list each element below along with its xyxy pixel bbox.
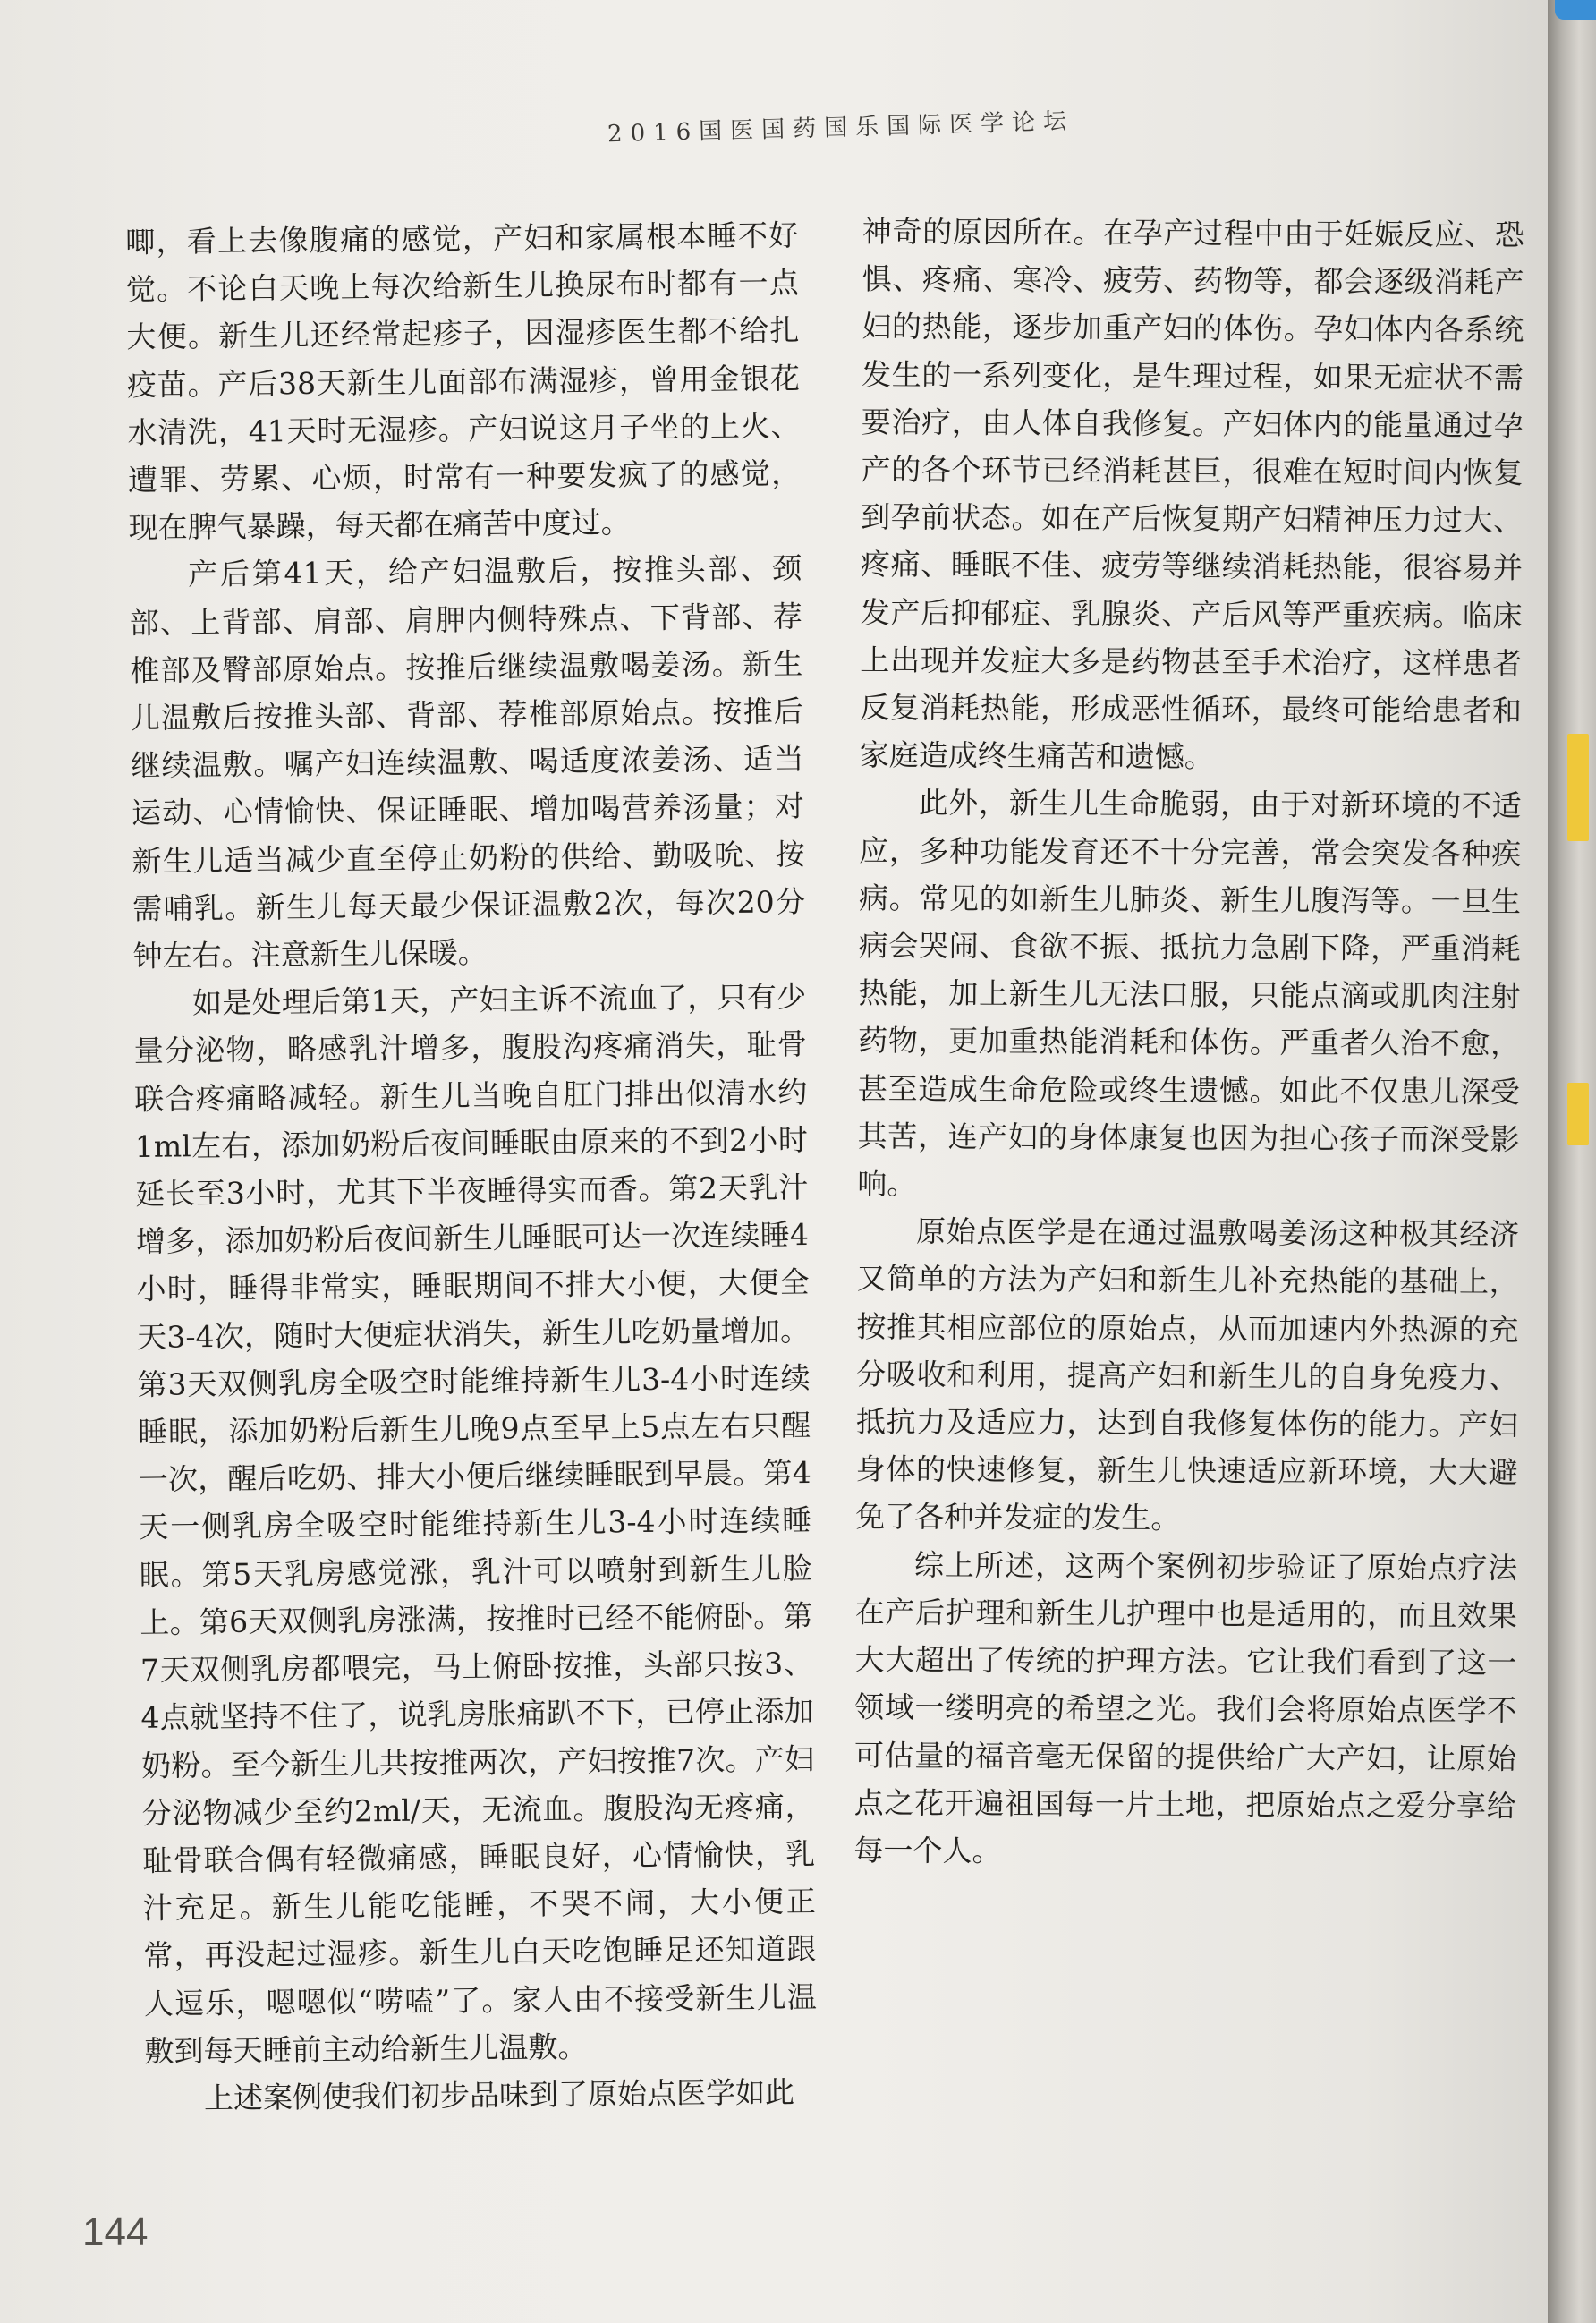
paragraph: 如是处理后第1天，产妇主诉不流血了，只有少量分泌物，略感乳汁增多，腹股沟疼痛消失，耻骨联合疼痛略减轻。新生儿当晚自肛门排出似清水约1ml左右，添加奶粉后夜间睡眠由原来的不到2小时延长至3小时，尤其下半夜睡得实而香。第2天乳汁增多，添加奶粉后夜间新生儿睡眠可达一次连续睡4小时，睡得非常实，睡眠期间不排大小便，大便全天3-4次，随时大便症状消失，新生儿吃奶量增加。第3天双侧乳房全吸空时能维持新生儿3-4小时连续睡眠，添加奶粉后新生儿晚9点至早上5点左右只醒一次，醒后吃奶、排大小便后继续睡眠到早晨。第4天一侧乳房全吸空时能维持新生儿3-4小时连续睡眠。第5天乳房感觉涨，乳汁可以喷射到新生儿脸上。第6天双侧乳房涨满，按推时已经不能俯卧。第7天双侧乳房都喂完，马上俯卧按推，头部只按3、4点就坚持不住了，说乳房胀痛趴不下，已停止添加奶粉。至今新生儿共按推两次，产妇按推7次。产妇分泌物减少至约2ml/天，无流血。腹股沟无疼痛，耻骨联合偶有轻微痛感，睡眠良好，心情愉快，乳汁充足。新生儿能吃能睡，不哭不闹，大小便正常，再没起过湿疹。新生儿白天吃饱睡足还知道跟人逗乐，嗯嗯似“唠嗑”了。家人由不接受新生儿温敷到每天睡前主动给新生儿温敷。 <box>133 979 818 2069</box>
running-header: 2016国医国药国乐国际医学论坛 <box>607 107 1075 149</box>
paragraph: 此外，新生儿生命脆弱，由于对新环境的不适应，多种功能发育还不十分完善，常会突发各种疾病。常见的如新生儿肺炎、新生儿腹泻等。一旦生病会哭闹、食欲不振、抵抗力急剧下降，严重消耗热能，加上新生儿无法口服，只能点滴或肌肉注射药物，更加重热能消耗和体伤。严重者久治不愈，甚至造成生命危险或终生遗憾。如此不仅患儿深受其苦，连产妇的身体康复也因为担心孩子而深受影响。 <box>857 785 1522 1202</box>
blue-corner-decoration <box>1555 0 1596 20</box>
right-column <box>853 208 1524 1877</box>
paragraph: 神奇的原因所在。在孕产过程中由于妊娠反应、恐惧、疼痛、寒冷、疲劳、药物等，都会逐级消耗产妇的热能，逐步加重产妇的体伤。孕妇体内各系统发生的一系列变化，是生理过程，如果无症状不需要治疗，由人体自我修复。产妇体内的能量通过孕产的各个环节已经消耗甚巨，很难在短时间内恢复到孕前状态。如在产后恢复期产妇精神压力过大、疼痛、睡眠不佳、疲劳等继续消耗热能，很容易并发产后抑郁症、乳腺炎、产后风等严重疾病。临床上出现并发症大多是药物甚至手术治疗，这样患者反复消耗热能，形成恶性循环，最终可能给患者和家庭造成终生痛苦和遗憾。 <box>859 213 1524 775</box>
highlight-strip <box>1567 1083 1589 1145</box>
page-number: 144 <box>82 2210 149 2254</box>
next-page-edge <box>1548 0 1596 2323</box>
highlight-strip <box>1567 734 1589 841</box>
paragraph: 综上所述，这两个案例初步验证了原始点疗法在产后护理和新生儿护理中也是适用的，而且效果大大超出了传统的护理方法。它让我们看到了这一领域一缕明亮的希望之光。我们会将原始点医学不可估量的福音毫无保留的提供给广大产妇，让原始点之花开遍祖国每一片土地，把原始点之爱分享给每一个人。 <box>853 1547 1518 1868</box>
paragraph: 唧，看上去像腹痛的感觉，产妇和家属根本睡不好觉。不论白天晚上每次给新生儿换尿布时都有一点大便。新生儿还经常起疹子，因湿疹医生都不给扎疫苗。产后38天新生儿面部布满湿疹，曾用金银花水清洗，41天时无湿疹。产妇说这月子坐的上火、遭罪、劳累、心烦，时常有一种要发疯了的感觉，现在脾气暴躁，每天都在痛苦中度过。 <box>125 217 802 546</box>
paragraph: 产后第41天，给产妇温敷后，按推头部、颈部、上背部、肩部、肩胛内侧特殊点、下背部、荐椎部及臀部原始点。按推后继续温敷喝姜汤。新生儿温敷后按推头部、背部、荐椎部原始点。按推后继续温敷。嘱产妇连续温敷、喝适度浓姜汤、适当运动、心情愉快、保证睡眠、增加喝营养汤量；对新生儿适当减少直至停止奶粉的供给、勤吸吮、按需哺乳。新生儿每天最少保证温敷2次，每次20分钟左右。注意新生儿保暖。 <box>129 550 806 974</box>
paragraph: 原始点医学是在通过温敷喝姜汤这种极其经济又简单的方法为产妇和新生儿补充热能的基础上，按推其相应部位的原始点，从而加速内外热源的充分吸收和利用，提高产妇和新生儿的自身免疫力、抵抗力及适应力，达到自我修复体伤的能力。产妇身体的快速修复，新生儿快速适应新环境，大大避免了各种并发症的发生。 <box>855 1213 1520 1536</box>
paragraph: 上述案例使我们初步品味到了原始点医学如此 <box>203 2074 795 2116</box>
left-column <box>125 211 818 2123</box>
